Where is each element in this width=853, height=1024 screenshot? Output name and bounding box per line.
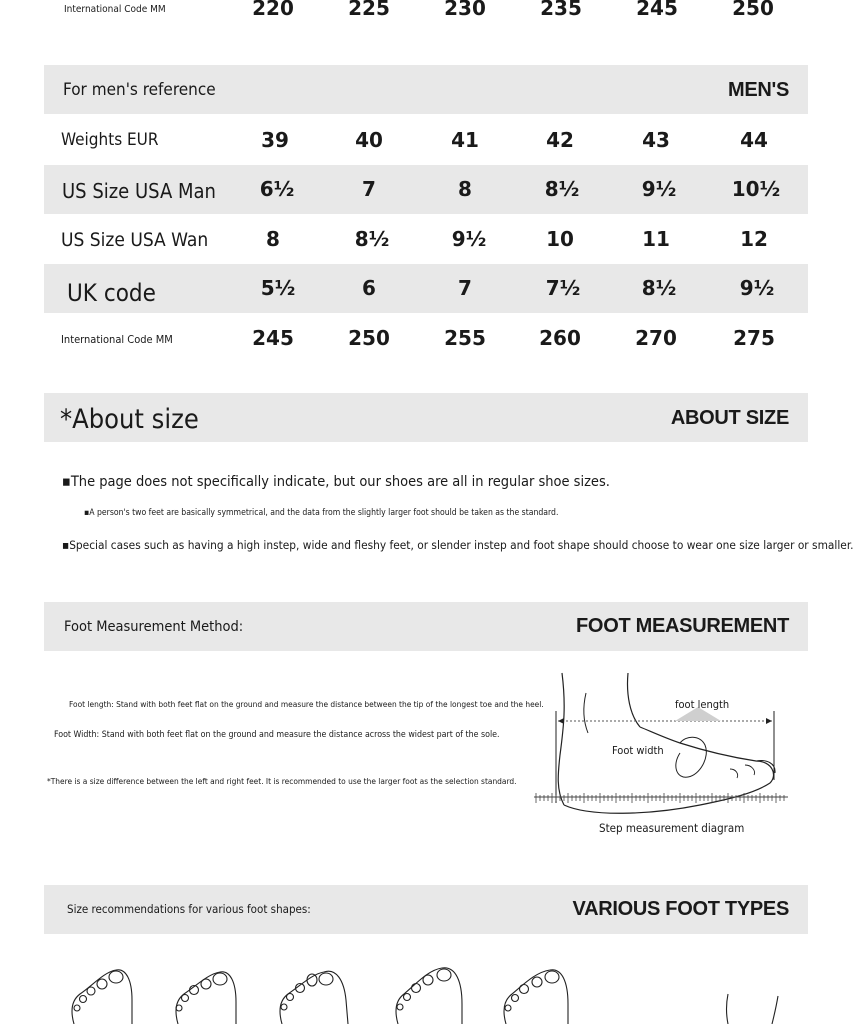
size-cell: 10½ xyxy=(731,177,781,201)
size-cell: 42 xyxy=(546,128,574,152)
foot-types-header-left: Size recommendations for various foot shapes: xyxy=(67,902,311,916)
size-cell: 7 xyxy=(362,177,376,201)
foot-measurement-diagram xyxy=(530,665,800,815)
foot-outline-side-view xyxy=(727,994,779,1024)
size-cell: 8½ xyxy=(354,227,390,251)
size-cell: 8 xyxy=(458,177,472,201)
row-label: US Size USA Man xyxy=(62,179,216,203)
diagram-label-foot-length: foot length xyxy=(675,698,730,711)
size-cell: 235 xyxy=(540,0,582,20)
size-cell: 6 xyxy=(362,276,376,300)
size-cell: 245 xyxy=(252,326,294,350)
size-cell: 275 xyxy=(733,326,775,350)
size-cell: 250 xyxy=(348,326,390,350)
row-label: US Size USA Wan xyxy=(61,229,209,251)
about-note-regular-sizes: ▪The page does not specifically indicate, but our shoes are all in regular shoe sizes. xyxy=(62,474,610,490)
about-header-left: *About size xyxy=(60,404,199,435)
size-cell: 250 xyxy=(732,0,774,20)
row-label: International Code MM xyxy=(61,333,173,346)
size-cell: 230 xyxy=(444,0,486,20)
size-cell: 6½ xyxy=(259,177,295,201)
size-cell: 9½ xyxy=(641,177,677,201)
size-cell: 39 xyxy=(261,128,289,152)
measurement-header-right: FOOT MEASUREMENT xyxy=(576,615,789,637)
foot-diagram-illustration xyxy=(530,665,800,815)
left-right-difference-note: *There is a size difference between the left and right feet. It is recommended to use the larger foot as the selection standard. xyxy=(47,776,517,786)
foot-length-instruction: Foot length: Stand with both feet flat on the ground and measure the distance between the tip of the longest toe and the heel. xyxy=(69,699,544,709)
size-cell: 225 xyxy=(348,0,390,20)
row-label: UK code xyxy=(67,279,156,307)
foot-outline-greek xyxy=(280,971,348,1024)
size-cell: 8½ xyxy=(641,276,677,300)
row-label: International Code MM xyxy=(64,4,166,15)
size-cell: 40 xyxy=(355,128,383,152)
diagram-label-foot-width: Foot width xyxy=(612,744,664,757)
foot-width-instruction: Foot Width: Stand with both feet flat on the ground and measure the distance across the widest part of the sole. xyxy=(54,730,500,740)
size-cell: 8½ xyxy=(544,177,580,201)
size-cell: 270 xyxy=(635,326,677,350)
size-cell: 220 xyxy=(252,0,294,20)
ruler-ticks xyxy=(536,793,784,803)
size-cell: 7 xyxy=(458,276,472,300)
size-cell: 7½ xyxy=(545,276,581,300)
size-cell: 9½ xyxy=(451,227,487,251)
foot-outline-roman xyxy=(176,972,236,1024)
measurement-header-left: Foot Measurement Method: xyxy=(64,619,244,635)
foot-outline-celtic xyxy=(504,970,568,1024)
about-note-symmetry: ▪A person's two feet are basically symmetrical, and the data from the slightly larger foot should be taken as the standard. xyxy=(84,508,559,518)
row-label: Weights EUR xyxy=(61,130,159,150)
size-cell: 260 xyxy=(539,326,581,350)
size-cell: 5½ xyxy=(260,276,296,300)
mens-header-left: For men's reference xyxy=(63,80,216,100)
size-cell: 44 xyxy=(740,128,768,152)
diagram-caption: Step measurement diagram xyxy=(599,821,745,835)
foot-outline-egyptian xyxy=(72,970,132,1024)
foot-types-illustrations xyxy=(60,960,800,1024)
foot-types-header-right: VARIOUS FOOT TYPES xyxy=(572,898,789,920)
foot-outline-germanic xyxy=(396,968,462,1024)
mens-header-right: MEN'S xyxy=(727,79,789,101)
size-cell: 11 xyxy=(642,227,670,251)
size-cell: 12 xyxy=(740,227,768,251)
size-cell: 43 xyxy=(642,128,670,152)
about-header-right: ABOUT SIZE xyxy=(670,407,789,429)
size-cell: 9½ xyxy=(739,276,775,300)
foot-outlines xyxy=(60,960,800,1024)
about-note-special-cases: ▪Special cases such as having a high instep, wide and fleshy feet, or slender instep and foot shape should choose to wear one size larger or smaller. xyxy=(62,538,853,552)
size-cell: 8 xyxy=(266,227,280,251)
size-cell: 41 xyxy=(451,128,479,152)
size-cell: 10 xyxy=(546,227,574,251)
size-cell: 245 xyxy=(636,0,678,20)
size-cell: 255 xyxy=(444,326,486,350)
